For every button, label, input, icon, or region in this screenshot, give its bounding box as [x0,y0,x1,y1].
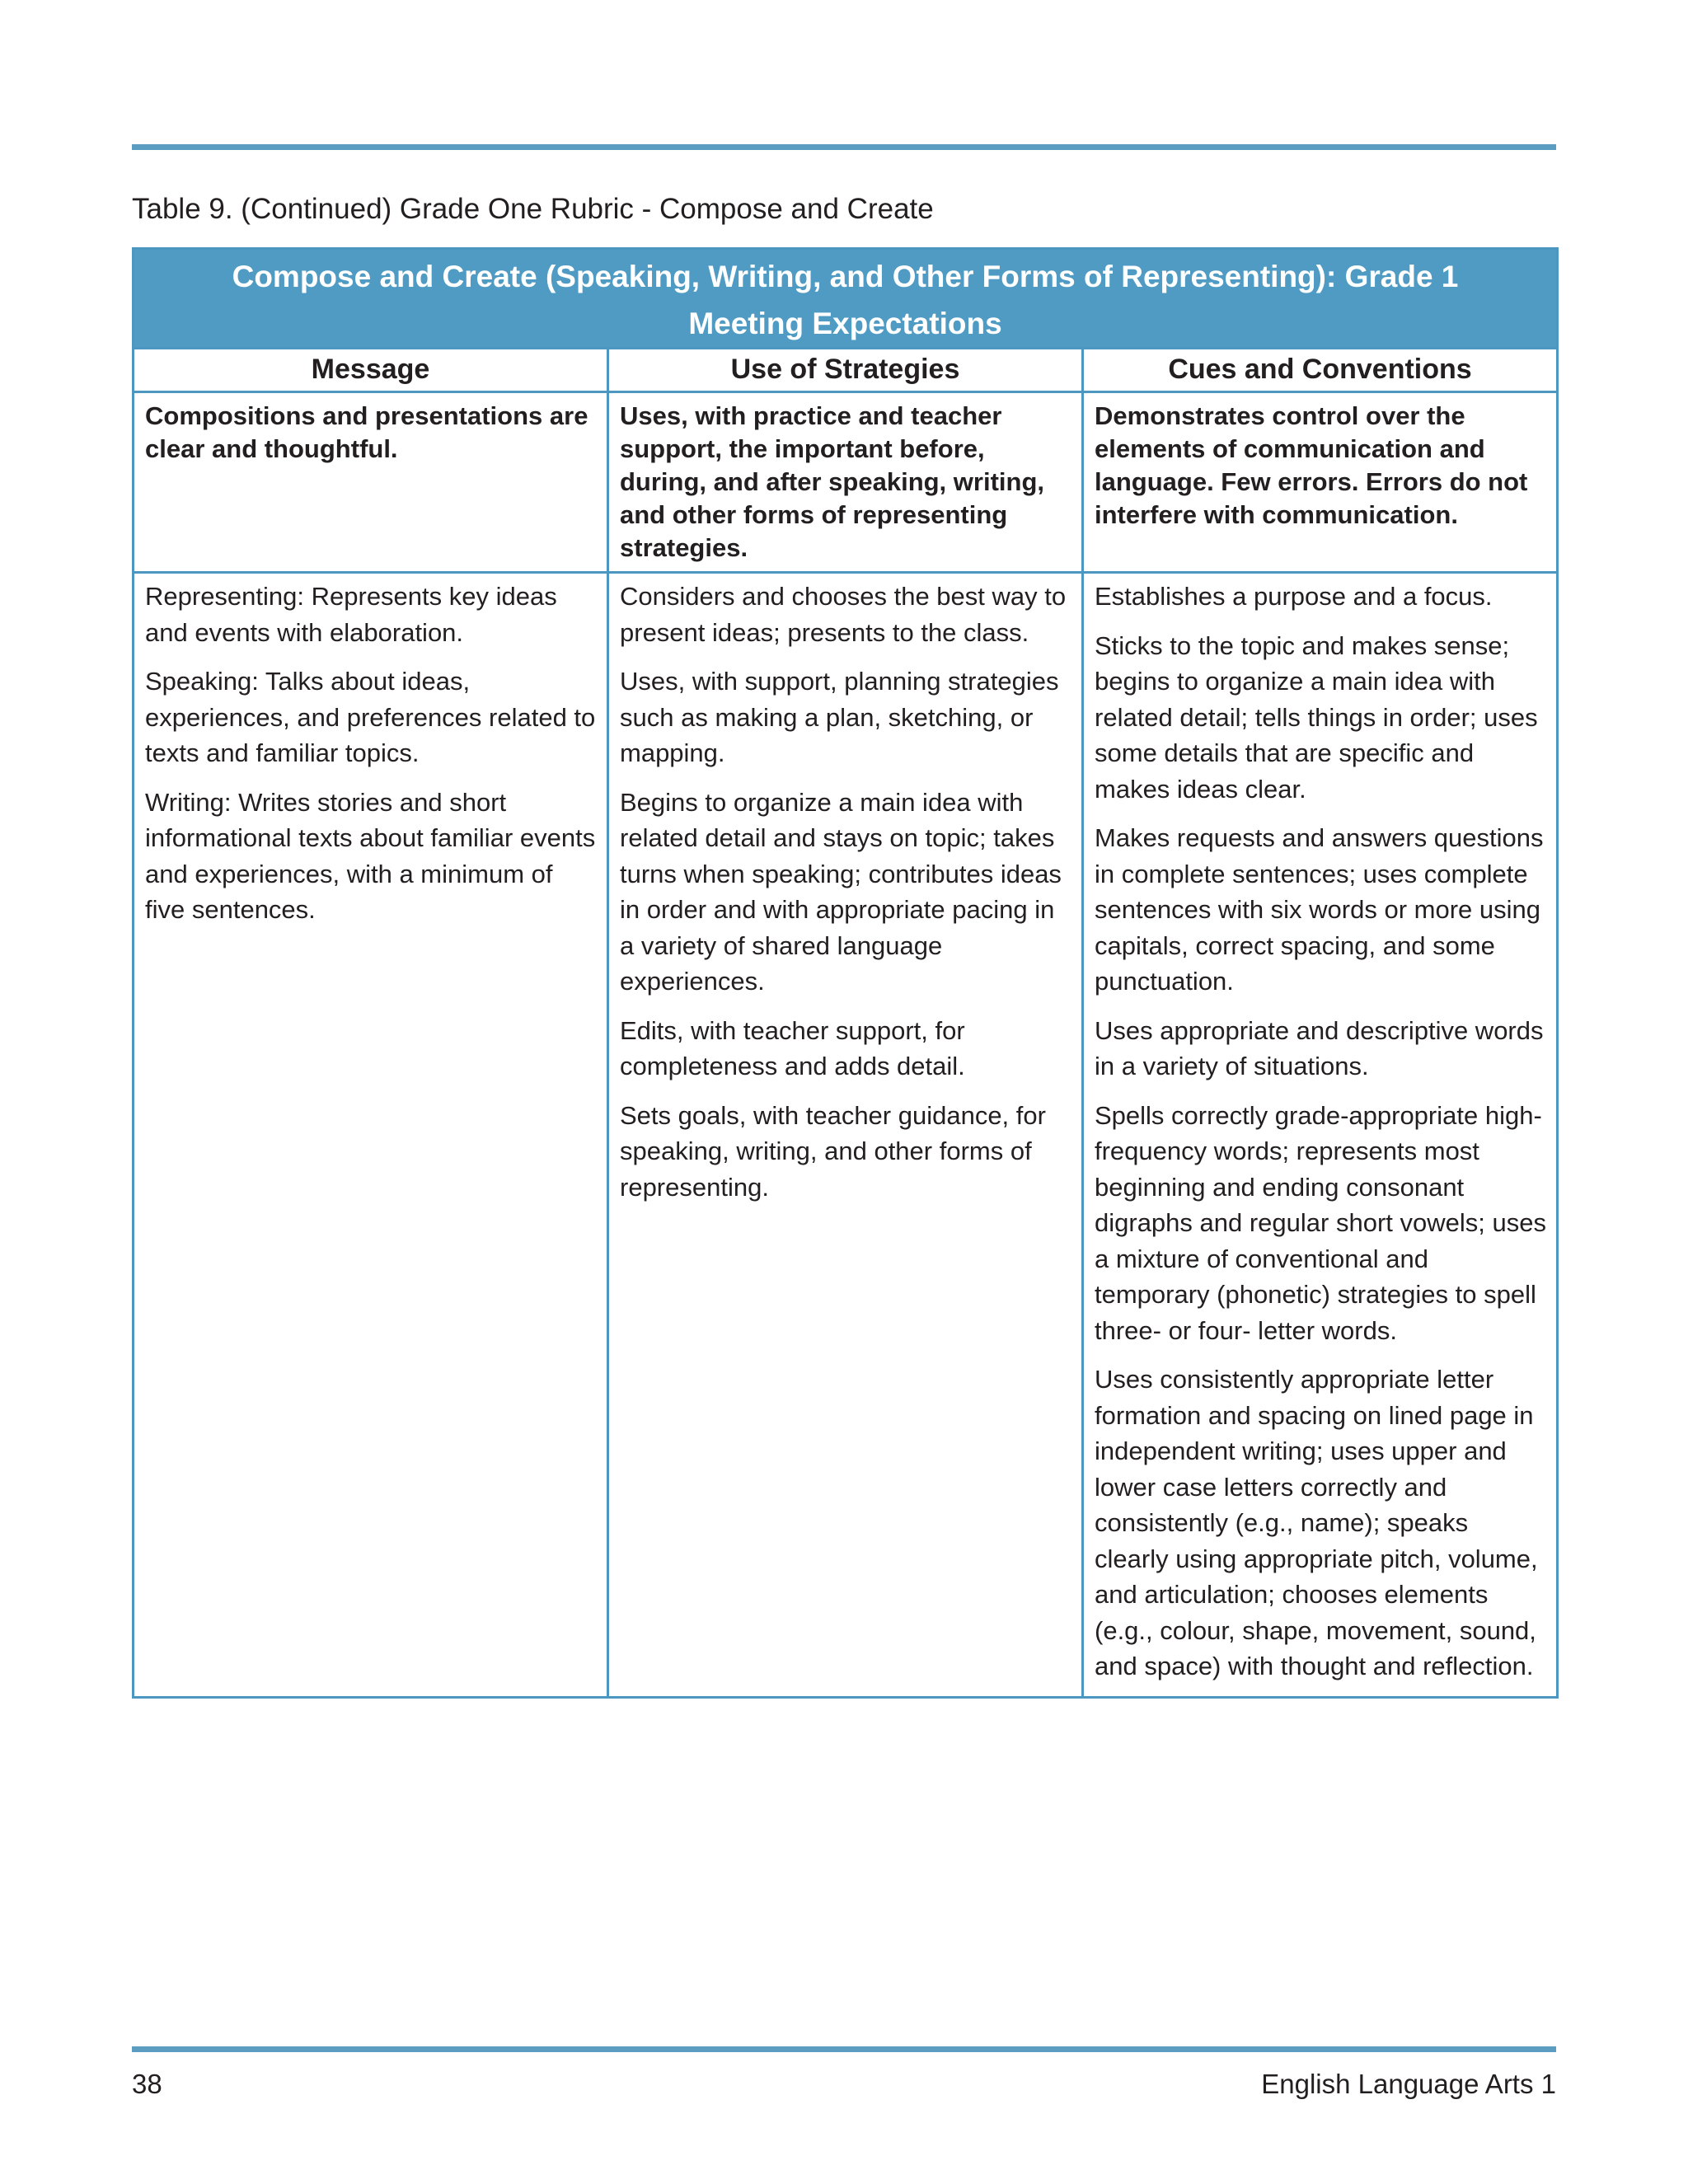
indicator-item: Spells correctly grade-appropriate high-frequency words; represents most beginning and ending consonant digraphs and regular short vowels; uses a mixture of conventional and temporary (phonetic) strategies to spell three- or four- letter words. [1095,1100,1546,1345]
description-row [134,392,1558,573]
indicator-item: Edits, with teacher support, for completeness and adds detail. [620,1015,965,1080]
description-use-of-strategies: Uses, with practice and teacher support, the important before, during, and after speaking, writing, and other forms of representing strategies. [608,392,1083,573]
indicator-item: Uses appropriate and descriptive words in a variety of situations. [1095,1015,1544,1080]
description-cues-and-conventions: Demonstrates control over the elements of communication and language. Few errors. Errors do not interfere with communication. [1083,392,1558,573]
running-footer-title: English Language Arts 1 [1261,2069,1556,2099]
description-message: Compositions and presentations are clear and thoughtful. [134,392,608,573]
column-header-message: Message [134,349,608,392]
indicator-item: Establishes a purpose and a focus. [1095,582,1493,611]
page-number: 38 [132,2069,162,2099]
indicators-cues-and-conventions [1083,573,1558,1698]
column-header-use-of-strategies: Use of Strategies [608,349,1083,392]
rubric-table [132,247,1559,1699]
table-title-line-1: Compose and Create (Speaking, Writing, and Other Forms of Representing): Grade 1 [232,260,1459,293]
indicator-item: Begins to organize a main idea with related detail and stays on topic; takes turns when speaking; contributes ideas in order and with appropriate pacing in a variety of shared language experiences. [620,787,1062,996]
column-header-cues-and-conventions: Cues and Conventions [1083,349,1558,392]
indicators-message [134,573,608,1698]
indicator-item: Uses, with support, planning strategies such as making a plan, sketching, or mapping. [620,667,1059,767]
indicator-item: Uses consistently appropriate letter formation and spacing on lined page in independent writing; uses upper and lower case letters correctly and consistently (e.g., name); speaks clearly using appropriate pitch, volume, and articulation; chooses elements (e.g., colour, shape, movement, sound, and space) with thought and reflection. [1095,1365,1538,1680]
indicator-item: Sets goals, with teacher guidance, for speaking, writing, and other forms of representing. [620,1100,1046,1202]
indicator-item: Speaking: Talks about ideas, experiences, and preferences related to texts and familiar topics. [145,667,596,767]
table-title-line-2: Meeting Expectations [688,307,1002,340]
indicator-item: Considers and chooses the best way to present ideas; presents to the class. [620,582,1067,647]
indicator-item: Sticks to the topic and makes sense; begins to organize a main idea with related detail; tells things in order; uses some details that are specific and makes ideas clear. [1095,630,1538,804]
table-title [134,249,1558,349]
title-row [134,249,1558,349]
table-caption: Table 9. (Continued) Grade One Rubric - Compose and Create [132,193,934,225]
top-rule [132,144,1556,150]
indicator-item: Representing: Represents key ideas and events with elaboration. [145,582,557,647]
indicators-row [134,573,1558,1698]
column-header-row [134,349,1558,392]
indicators-use-of-strategies [608,573,1083,1698]
bottom-rule [132,2046,1556,2052]
indicator-item: Writing: Writes stories and short informational texts about familiar events and experiences, with a minimum of five sentences. [145,787,596,924]
indicator-item: Makes requests and answers questions in complete sentences; uses complete sentences with six words or more using capitals, correct spacing, and some punctuation. [1095,823,1544,996]
